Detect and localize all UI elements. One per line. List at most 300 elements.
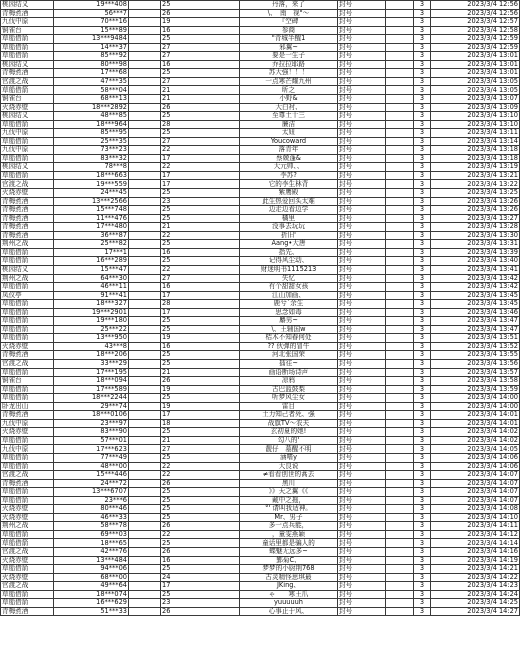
cell-book[interactable]: 桃园结义 — [1, 112, 54, 121]
cell-count[interactable]: 3 — [414, 291, 431, 300]
cell-empty[interactable] — [386, 9, 414, 18]
cell-time[interactable]: 2023/3/4 13:55 — [431, 351, 520, 360]
cell-nickname[interactable]: 『空碑 — [240, 18, 338, 27]
cell-nickname[interactable]: 太妞 — [240, 129, 338, 138]
cell-empty[interactable] — [386, 325, 414, 334]
cell-time[interactable]: 2023/3/4 13:42 — [431, 274, 520, 283]
cell-user-id[interactable]: 16***629 — [54, 599, 129, 608]
cell-book[interactable]: 铜雀台 — [1, 377, 54, 386]
cell-book[interactable]: 草船借箭 — [1, 52, 54, 61]
cell-book[interactable]: 桃园结义 — [1, 1, 54, 10]
cell-status[interactable]: 封号 — [338, 462, 386, 471]
cell-user-id[interactable]: 17***68 — [54, 69, 129, 78]
cell-count[interactable]: 3 — [414, 607, 431, 616]
cell-count[interactable]: 3 — [414, 496, 431, 505]
cell-user-id[interactable]: 56***7 — [54, 9, 129, 18]
cell-nickname[interactable]: 勾八的' — [240, 436, 338, 445]
cell-count[interactable]: 3 — [414, 513, 431, 522]
cell-time[interactable]: 2023/3/4 14:00 — [431, 394, 520, 403]
cell-level[interactable]: 25 — [161, 257, 240, 266]
cell-level[interactable]: 26 — [161, 479, 240, 488]
cell-empty[interactable] — [386, 496, 414, 505]
cell-level[interactable]: 25 — [161, 505, 240, 514]
cell-time[interactable]: 2023/3/4 14:24 — [431, 590, 520, 599]
cell-status[interactable]: 封号 — [338, 590, 386, 599]
cell-time[interactable]: 2023/3/4 14:22 — [431, 573, 520, 582]
cell-count[interactable]: 3 — [414, 590, 431, 599]
cell-time[interactable]: 2023/3/4 13:30 — [431, 231, 520, 240]
cell-user-id[interactable]: 46***11 — [54, 283, 129, 292]
cell-empty[interactable] — [386, 52, 414, 61]
cell-nickname[interactable]: Aang•大唐 — [240, 240, 338, 249]
cell-empty[interactable] — [386, 43, 414, 52]
cell-user-id[interactable]: 83***90 — [54, 428, 129, 437]
cell-level[interactable]: 24 — [161, 573, 240, 582]
cell-count[interactable]: 3 — [414, 35, 431, 44]
cell-empty[interactable] — [386, 26, 414, 35]
cell-count[interactable]: 3 — [414, 52, 431, 61]
cell-book[interactable]: 草船借箭 — [1, 257, 54, 266]
cell-empty[interactable] — [129, 436, 161, 445]
cell-book[interactable]: 草船借箭 — [1, 385, 54, 394]
cell-empty[interactable] — [129, 530, 161, 539]
cell-level[interactable]: 16 — [161, 26, 240, 35]
cell-nickname[interactable]: 它的李生林背 — [240, 180, 338, 189]
cell-empty[interactable] — [386, 565, 414, 574]
cell-level[interactable]: 27 — [161, 137, 240, 146]
cell-level[interactable]: 17 — [161, 171, 240, 180]
cell-user-id[interactable]: 42***76 — [54, 548, 129, 557]
cell-user-id[interactable]: 24***45 — [54, 189, 129, 198]
cell-count[interactable]: 3 — [414, 171, 431, 180]
cell-level[interactable]: 16 — [161, 248, 240, 257]
cell-count[interactable]: 3 — [414, 69, 431, 78]
cell-count[interactable]: 3 — [414, 530, 431, 539]
cell-empty[interactable] — [386, 300, 414, 309]
cell-count[interactable]: 3 — [414, 214, 431, 223]
cell-time[interactable]: 2023/3/4 14:07 — [431, 496, 520, 505]
cell-nickname[interactable]: 桔木不知春何处 — [240, 334, 338, 343]
cell-user-id[interactable]: 18***65 — [54, 539, 129, 548]
cell-time[interactable]: 2023/3/4 12:57 — [431, 18, 520, 27]
cell-count[interactable]: 3 — [414, 240, 431, 249]
cell-status[interactable]: 封号 — [338, 180, 386, 189]
cell-user-id[interactable]: 24***72 — [54, 479, 129, 488]
cell-user-id[interactable]: 57***01 — [54, 436, 129, 445]
cell-nickname[interactable]: 画语断场诗声 — [240, 368, 338, 377]
cell-level[interactable]: 22 — [161, 462, 240, 471]
cell-nickname[interactable]: JKing、 — [240, 582, 338, 591]
cell-level[interactable]: 25 — [161, 565, 240, 574]
cell-user-id[interactable]: 17***589 — [54, 385, 129, 394]
cell-level[interactable]: 27 — [161, 52, 240, 61]
cell-user-id[interactable]: 51***33 — [54, 607, 129, 616]
cell-count[interactable]: 3 — [414, 9, 431, 18]
cell-empty[interactable] — [129, 317, 161, 326]
cell-status[interactable]: 封号 — [338, 86, 386, 95]
cell-user-id[interactable]: 18***663 — [54, 171, 129, 180]
cell-nickname[interactable]: 一点寒芒耀九州 — [240, 77, 338, 86]
cell-empty[interactable] — [129, 359, 161, 368]
cell-status[interactable]: 封号 — [338, 394, 386, 403]
cell-nickname[interactable]: 此生热爱回头太难 — [240, 197, 338, 206]
cell-time[interactable]: 2023/3/4 13:21 — [431, 171, 520, 180]
cell-nickname[interactable]: 黑川 — [240, 479, 338, 488]
cell-time[interactable]: 2023/3/4 14:07 — [431, 471, 520, 480]
cell-book[interactable]: 草船借箭 — [1, 300, 54, 309]
cell-nickname[interactable]: 小野& — [240, 95, 338, 104]
cell-level[interactable]: 26 — [161, 377, 240, 386]
cell-book[interactable]: 火烧赤壁 — [1, 103, 54, 112]
cell-nickname[interactable]: 多一点兵能， — [240, 522, 338, 531]
cell-empty[interactable] — [129, 300, 161, 309]
cell-nickname[interactable]: 指先、 — [240, 248, 338, 257]
cell-book[interactable]: 桃园结义 — [1, 163, 54, 172]
cell-empty[interactable] — [129, 334, 161, 343]
cell-book[interactable]: 官渡之战 — [1, 471, 54, 480]
cell-user-id[interactable]: 85***95 — [54, 129, 129, 138]
cell-count[interactable]: 3 — [414, 505, 431, 514]
cell-time[interactable]: 2023/3/4 13:27 — [431, 214, 520, 223]
cell-level[interactable]: 26 — [161, 103, 240, 112]
cell-count[interactable]: 3 — [414, 377, 431, 386]
cell-status[interactable]: 封号 — [338, 411, 386, 420]
cell-nickname[interactable]: 梦梦的小厨荆768 — [240, 565, 338, 574]
cell-empty[interactable] — [386, 265, 414, 274]
cell-book[interactable]: 火烧赤壁 — [1, 342, 54, 351]
cell-level[interactable]: 27 — [161, 445, 240, 454]
cell-status[interactable]: 封号 — [338, 471, 386, 480]
cell-time[interactable]: 2023/3/4 13:51 — [431, 334, 520, 343]
cell-time[interactable]: 2023/3/4 14:02 — [431, 428, 520, 437]
cell-book[interactable]: 草船借箭 — [1, 283, 54, 292]
cell-level[interactable]: 25 — [161, 214, 240, 223]
cell-level[interactable]: 25 — [161, 35, 240, 44]
cell-empty[interactable] — [129, 35, 161, 44]
cell-empty[interactable] — [386, 240, 414, 249]
cell-time[interactable]: 2023/3/4 13:52 — [431, 342, 520, 351]
cell-empty[interactable] — [129, 137, 161, 146]
cell-status[interactable]: 封号 — [338, 248, 386, 257]
cell-status[interactable]: 封号 — [338, 548, 386, 557]
cell-time[interactable]: 2023/3/4 13:18 — [431, 146, 520, 155]
cell-user-id[interactable]: 23***6 — [54, 496, 129, 505]
cell-time[interactable]: 2023/3/4 12:56 — [431, 9, 520, 18]
cell-level[interactable]: 25 — [161, 496, 240, 505]
cell-user-id[interactable]: 19***180 — [54, 317, 129, 326]
cell-level[interactable]: 25 — [161, 590, 240, 599]
cell-empty[interactable] — [129, 206, 161, 215]
cell-nickname[interactable]: 大良说 — [240, 462, 338, 471]
cell-empty[interactable] — [129, 462, 161, 471]
cell-nickname[interactable]: 思念如毒 — [240, 308, 338, 317]
cell-book[interactable]: 草船借箭 — [1, 317, 54, 326]
cell-user-id[interactable]: 49***64 — [54, 582, 129, 591]
cell-book[interactable]: 火烧赤壁 — [1, 428, 54, 437]
cell-book[interactable]: 九伐中原 — [1, 445, 54, 454]
cell-nickname[interactable]: 古巴篮鼓梨 — [240, 385, 338, 394]
cell-empty[interactable] — [386, 573, 414, 582]
cell-nickname[interactable]: 廉洁 — [240, 120, 338, 129]
cell-book[interactable]: 草船借箭 — [1, 599, 54, 608]
cell-nickname[interactable]: 擂往~ — [240, 359, 338, 368]
cell-time[interactable]: 2023/3/4 13:07 — [431, 95, 520, 104]
cell-empty[interactable] — [129, 445, 161, 454]
cell-user-id[interactable]: 11***476 — [54, 214, 129, 223]
cell-status[interactable]: 封号 — [338, 573, 386, 582]
cell-empty[interactable] — [129, 146, 161, 155]
cell-book[interactable]: 荆州之战 — [1, 522, 54, 531]
cell-status[interactable]: 封号 — [338, 530, 386, 539]
cell-time[interactable]: 2023/3/4 14:12 — [431, 530, 520, 539]
cell-count[interactable]: 3 — [414, 231, 431, 240]
cell-level[interactable]: 27 — [161, 274, 240, 283]
cell-empty[interactable] — [386, 411, 414, 420]
cell-book[interactable]: 铜雀台 — [1, 95, 54, 104]
cell-book[interactable]: 青梅煮酒 — [1, 231, 54, 240]
cell-count[interactable]: 3 — [414, 342, 431, 351]
cell-level[interactable]: 27 — [161, 77, 240, 86]
cell-book[interactable]: 青梅煮酒 — [1, 607, 54, 616]
cell-empty[interactable] — [129, 77, 161, 86]
cell-time[interactable]: 2023/3/4 13:01 — [431, 69, 520, 78]
cell-user-id[interactable]: 18***2244 — [54, 394, 129, 403]
cell-count[interactable]: 3 — [414, 223, 431, 232]
cell-empty[interactable] — [129, 488, 161, 497]
cell-nickname[interactable]: yuuuuuh — [240, 599, 338, 608]
cell-book[interactable]: 凤仪亭 — [1, 291, 54, 300]
cell-time[interactable]: 2023/3/4 13:05 — [431, 77, 520, 86]
cell-empty[interactable] — [129, 103, 161, 112]
cell-empty[interactable] — [386, 112, 414, 121]
cell-empty[interactable] — [386, 471, 414, 480]
cell-empty[interactable] — [386, 548, 414, 557]
cell-level[interactable]: 19 — [161, 18, 240, 27]
cell-status[interactable]: 封号 — [338, 565, 386, 574]
cell-empty[interactable] — [386, 77, 414, 86]
cell-nickname[interactable]: 折旧' — [240, 231, 338, 240]
cell-nickname[interactable]: 李苏? — [240, 171, 338, 180]
cell-empty[interactable] — [129, 257, 161, 266]
cell-book[interactable]: 草船借箭 — [1, 137, 54, 146]
cell-user-id[interactable]: 13***9484 — [54, 35, 129, 44]
cell-nickname[interactable]: 失忆 — [240, 274, 338, 283]
cell-book[interactable]: 桃园结义 — [1, 60, 54, 69]
cell-user-id[interactable]: 70***16 — [54, 18, 129, 27]
cell-nickname[interactable]: 参商 — [240, 26, 338, 35]
cell-time[interactable]: 2023/3/4 12:56 — [431, 1, 520, 10]
cell-empty[interactable] — [129, 479, 161, 488]
cell-count[interactable]: 3 — [414, 283, 431, 292]
cell-nickname[interactable]: 玄初夏的她! — [240, 428, 338, 437]
cell-book[interactable]: 草船借箭 — [1, 539, 54, 548]
cell-time[interactable]: 2023/3/4 13:22 — [431, 180, 520, 189]
cell-count[interactable]: 3 — [414, 453, 431, 462]
cell-status[interactable]: 封号 — [338, 351, 386, 360]
cell-empty[interactable] — [129, 590, 161, 599]
cell-empty[interactable] — [129, 548, 161, 557]
cell-time[interactable]: 2023/3/4 13:19 — [431, 163, 520, 172]
cell-empty[interactable] — [129, 180, 161, 189]
cell-book[interactable]: 青梅煮酒 — [1, 214, 54, 223]
cell-time[interactable]: 2023/3/4 14:10 — [431, 513, 520, 522]
cell-user-id[interactable]: 58***04 — [54, 86, 129, 95]
cell-count[interactable]: 3 — [414, 419, 431, 428]
cell-empty[interactable] — [129, 573, 161, 582]
cell-level[interactable]: 25 — [161, 359, 240, 368]
cell-status[interactable]: 封号 — [338, 9, 386, 18]
cell-user-id[interactable]: 46***33 — [54, 513, 129, 522]
cell-level[interactable]: 17 — [161, 582, 240, 591]
cell-time[interactable]: 2023/3/4 14:14 — [431, 539, 520, 548]
cell-count[interactable]: 3 — [414, 573, 431, 582]
cell-user-id[interactable]: 77***49 — [54, 453, 129, 462]
cell-level[interactable]: 18 — [161, 419, 240, 428]
cell-count[interactable]: 3 — [414, 26, 431, 35]
cell-empty[interactable] — [386, 513, 414, 522]
cell-time[interactable]: 2023/3/4 13:05 — [431, 86, 520, 95]
cell-user-id[interactable]: 33***29 — [54, 359, 129, 368]
cell-nickname[interactable]: 蝶魅无远多~ — [240, 548, 338, 557]
cell-empty[interactable] — [129, 171, 161, 180]
cell-nickname[interactable]: Youcoward — [240, 137, 338, 146]
cell-empty[interactable] — [129, 283, 161, 292]
cell-time[interactable]: 2023/3/4 13:25 — [431, 189, 520, 198]
cell-count[interactable]: 3 — [414, 248, 431, 257]
cell-status[interactable]: 封号 — [338, 582, 386, 591]
cell-time[interactable]: 2023/3/4 13:18 — [431, 154, 520, 163]
cell-empty[interactable] — [129, 607, 161, 616]
cell-nickname[interactable]: "青城半醒1 — [240, 35, 338, 44]
cell-user-id[interactable]: 18***327 — [54, 300, 129, 309]
cell-time[interactable]: 2023/3/4 12:59 — [431, 43, 520, 52]
cell-time[interactable]: 2023/3/4 13:45 — [431, 291, 520, 300]
cell-user-id[interactable]: 15***748 — [54, 206, 129, 215]
cell-count[interactable]: 3 — [414, 471, 431, 480]
cell-empty[interactable] — [129, 291, 161, 300]
cell-time[interactable]: 2023/3/4 13:01 — [431, 60, 520, 69]
cell-user-id[interactable]: 36***87 — [54, 231, 129, 240]
cell-time[interactable]: 2023/3/4 14:19 — [431, 556, 520, 565]
cell-book[interactable]: 草船借箭 — [1, 120, 54, 129]
cell-empty[interactable] — [386, 334, 414, 343]
cell-status[interactable]: 封号 — [338, 342, 386, 351]
cell-empty[interactable] — [129, 505, 161, 514]
cell-empty[interactable] — [386, 599, 414, 608]
cell-nickname[interactable]: \、王辅国w — [240, 325, 338, 334]
cell-nickname[interactable]: 江山加画、 — [240, 291, 338, 300]
cell-book[interactable]: 草船借箭 — [1, 334, 54, 343]
cell-count[interactable]: 3 — [414, 300, 431, 309]
cell-level[interactable]: 22 — [161, 530, 240, 539]
cell-status[interactable]: 封号 — [338, 146, 386, 155]
cell-status[interactable]: 封号 — [338, 77, 386, 86]
cell-time[interactable]: 2023/3/4 13:56 — [431, 359, 520, 368]
cell-level[interactable]: 27 — [161, 43, 240, 52]
cell-level[interactable]: 22 — [161, 471, 240, 480]
cell-nickname[interactable]: 边走边看边学 — [240, 206, 338, 215]
cell-nickname[interactable]: 凉鸦 — [240, 377, 338, 386]
cell-book[interactable]: 火烧赤壁 — [1, 513, 54, 522]
cell-count[interactable]: 3 — [414, 257, 431, 266]
cell-empty[interactable] — [386, 154, 414, 163]
cell-book[interactable]: 荆州之战 — [1, 240, 54, 249]
cell-status[interactable]: 封号 — [338, 154, 386, 163]
cell-empty[interactable] — [129, 385, 161, 394]
cell-count[interactable]: 3 — [414, 522, 431, 531]
cell-count[interactable]: 3 — [414, 582, 431, 591]
cell-empty[interactable] — [129, 428, 161, 437]
cell-nickname[interactable]: 邪翼~ — [240, 43, 338, 52]
cell-count[interactable]: 3 — [414, 436, 431, 445]
cell-user-id[interactable]: 25***82 — [54, 240, 129, 249]
cell-count[interactable]: 3 — [414, 189, 431, 198]
cell-count[interactable]: 3 — [414, 197, 431, 206]
cell-level[interactable]: 17 — [161, 154, 240, 163]
cell-level[interactable]: 16 — [161, 342, 240, 351]
cell-empty[interactable] — [386, 453, 414, 462]
cell-status[interactable]: 封号 — [338, 214, 386, 223]
cell-book[interactable]: 草船借箭 — [1, 325, 54, 334]
cell-empty[interactable] — [386, 351, 414, 360]
cell-empty[interactable] — [386, 556, 414, 565]
cell-time[interactable]: 2023/3/4 14:06 — [431, 453, 520, 462]
cell-empty[interactable] — [386, 505, 414, 514]
cell-user-id[interactable]: 58***78 — [54, 522, 129, 531]
cell-nickname[interactable]: 戴中之拖， — [240, 496, 338, 505]
cell-user-id[interactable]: 85***92 — [54, 52, 129, 61]
cell-time[interactable]: 2023/3/4 13:46 — [431, 308, 520, 317]
cell-book[interactable]: 草船借箭 — [1, 248, 54, 257]
cell-nickname[interactable]: 听梦风尘女 — [240, 394, 338, 403]
cell-time[interactable]: 2023/3/4 13:11 — [431, 129, 520, 138]
cell-empty[interactable] — [386, 248, 414, 257]
cell-empty[interactable] — [386, 359, 414, 368]
cell-empty[interactable] — [386, 445, 414, 454]
cell-status[interactable]: 封号 — [338, 300, 386, 309]
cell-user-id[interactable]: 14***37 — [54, 43, 129, 52]
cell-time[interactable]: 2023/3/4 14:21 — [431, 565, 520, 574]
cell-book[interactable]: 卧龙出山 — [1, 402, 54, 411]
cell-level[interactable]: 25 — [161, 69, 240, 78]
cell-user-id[interactable]: 68***00 — [54, 573, 129, 582]
cell-time[interactable]: 2023/3/4 13:45 — [431, 300, 520, 309]
cell-status[interactable]: 封号 — [338, 479, 386, 488]
cell-count[interactable]: 3 — [414, 274, 431, 283]
cell-book[interactable]: 荆州之战 — [1, 274, 54, 283]
cell-empty[interactable] — [386, 419, 414, 428]
cell-book[interactable]: 火烧赤壁 — [1, 505, 54, 514]
cell-status[interactable]: 封号 — [338, 1, 386, 10]
cell-empty[interactable] — [386, 189, 414, 198]
cell-empty[interactable] — [129, 18, 161, 27]
cell-book[interactable]: 草船借箭 — [1, 368, 54, 377]
cell-level[interactable]: 25 — [161, 206, 240, 215]
cell-book[interactable]: 草船借箭 — [1, 488, 54, 497]
cell-status[interactable]: 封号 — [338, 368, 386, 377]
cell-empty[interactable] — [129, 120, 161, 129]
cell-empty[interactable] — [386, 402, 414, 411]
cell-empty[interactable] — [129, 60, 161, 69]
cell-book[interactable]: 青梅煮酒 — [1, 411, 54, 420]
cell-time[interactable]: 2023/3/4 14:01 — [431, 411, 520, 420]
cell-count[interactable]: 3 — [414, 394, 431, 403]
cell-status[interactable]: 封号 — [338, 137, 386, 146]
cell-status[interactable]: 封号 — [338, 488, 386, 497]
cell-book[interactable]: 草船借箭 — [1, 565, 54, 574]
cell-empty[interactable] — [386, 582, 414, 591]
cell-nickname[interactable]: Mr、男子 — [240, 513, 338, 522]
